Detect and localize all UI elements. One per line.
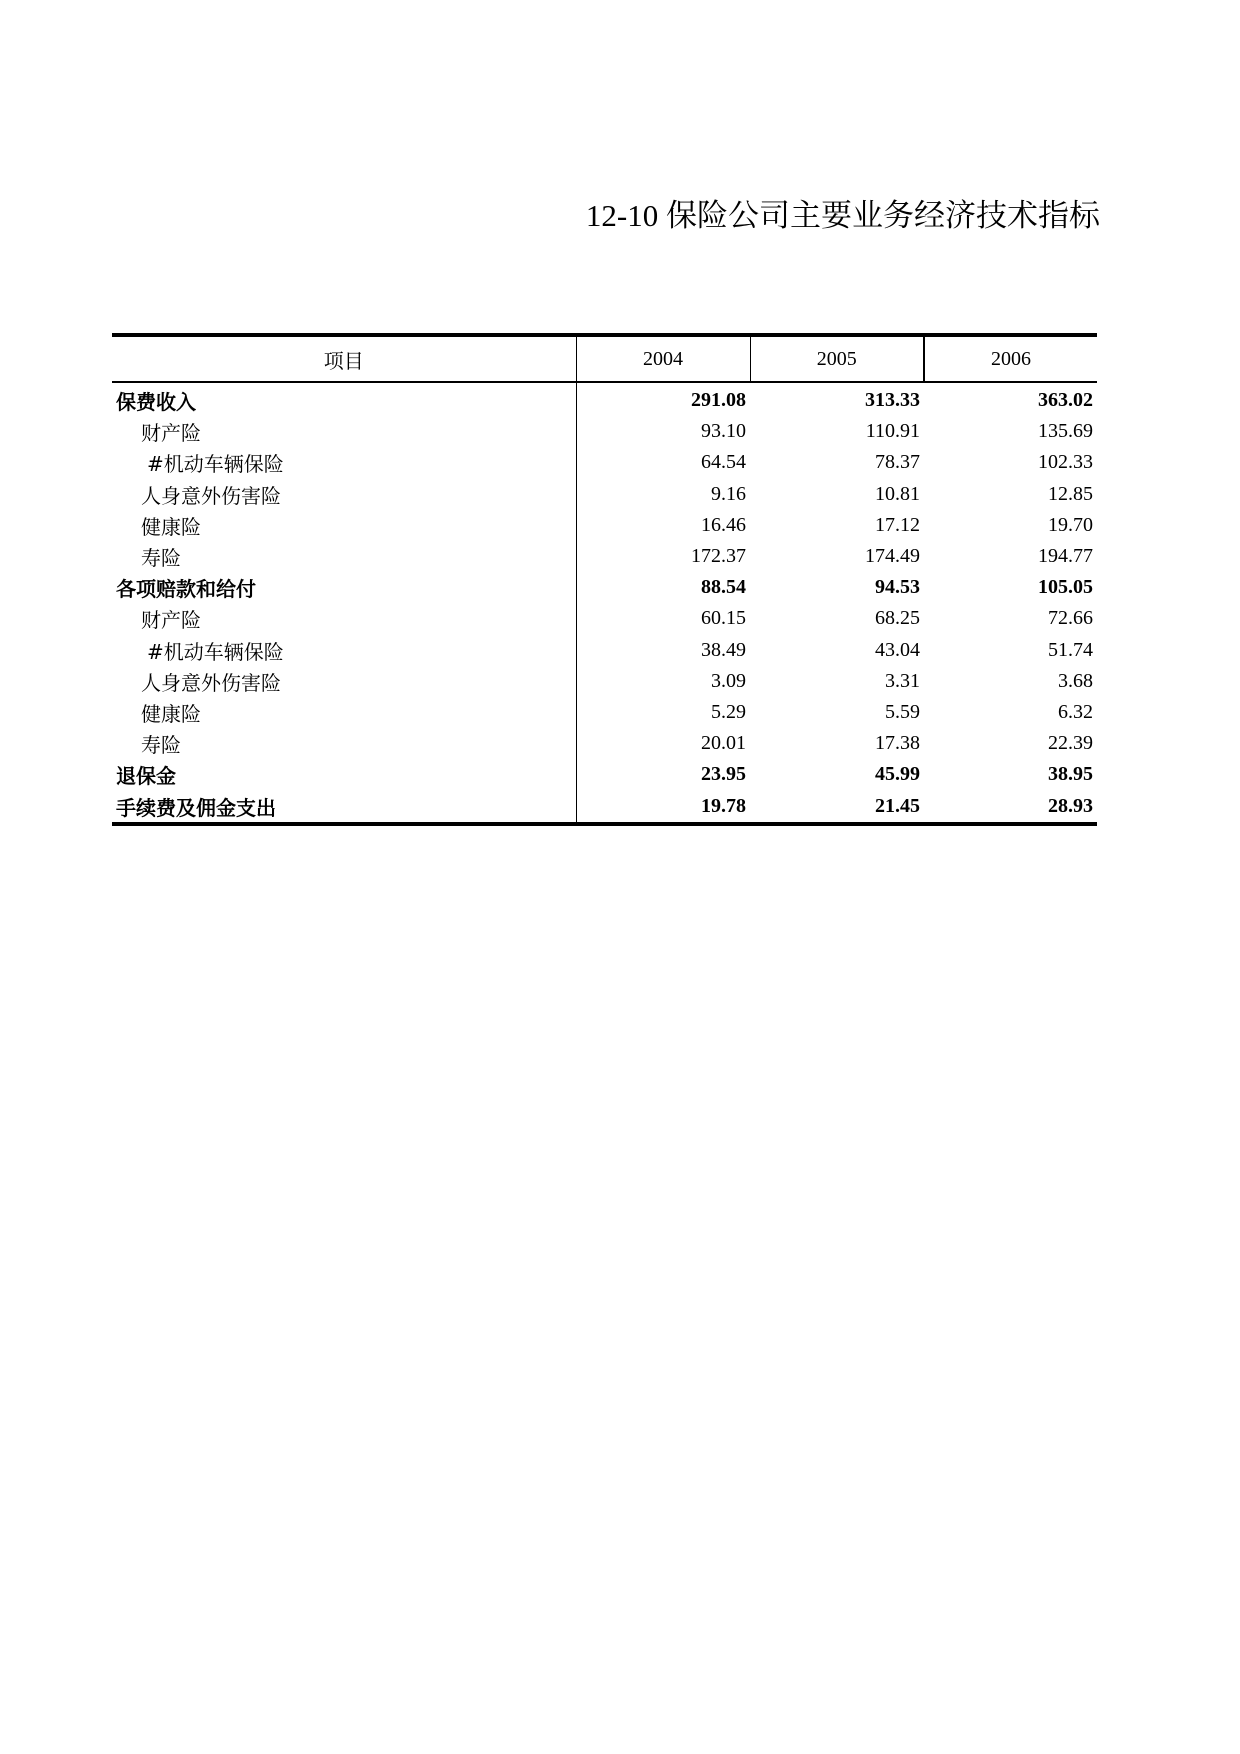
row-value-2006: 28.93 [1048,794,1093,817]
row-value-2005: 21.45 [875,794,920,817]
table-row [112,790,1097,823]
row-label: 人身意外伤害险 [112,479,576,510]
row-value-2005: 68.25 [875,607,920,630]
row-value-2006: 363.02 [1038,389,1093,412]
row-value-2006: 22.39 [1048,732,1093,755]
row-value-2005: 43.04 [875,638,920,661]
table-row [112,541,1097,572]
row-value-2004: 5.29 [711,700,746,723]
row-value-2004: 9.16 [711,482,746,505]
row-value-2004: 23.95 [701,763,746,786]
page-title: 12-10 保险公司主要业务经济技术指标 [585,198,1100,233]
row-value-2004: 93.10 [701,420,746,443]
row-value-2006: 135.69 [1038,420,1093,443]
row-value-2004: 20.01 [701,732,746,755]
row-label: 人身意外伤害险 [112,666,576,697]
row-value-2006: 194.77 [1038,545,1093,568]
header-year-2004: 2004 [576,335,750,382]
row-label: 寿险 [112,728,576,759]
table-header [112,335,1097,382]
row-label: #机动车辆保险 [112,447,576,478]
indicator-table-container [112,333,1097,826]
table-row [112,479,1097,510]
row-value-2005: 110.91 [865,420,920,443]
row-value-2006: 38.95 [1048,763,1093,786]
row-value-2004: 172.37 [691,545,746,568]
header-year-2006: 2006 [924,335,1097,382]
row-value-2004: 3.09 [711,669,746,692]
row-label: 各项赔款和给付 [112,572,576,603]
table-row [112,759,1097,790]
row-value-2006: 19.70 [1048,513,1093,536]
table-row [112,510,1097,541]
row-value-2006: 105.05 [1038,576,1093,599]
table-row [112,728,1097,759]
row-value-2005: 45.99 [875,763,920,786]
table-row [112,447,1097,478]
row-value-2004: 291.08 [691,389,746,412]
row-label: 退保金 [112,759,576,790]
header-item: 项目 [112,335,576,382]
row-value-2004: 88.54 [701,576,746,599]
row-value-2006: 51.74 [1048,638,1093,661]
row-value-2004: 38.49 [701,638,746,661]
indicator-table [112,333,1097,826]
row-value-2005: 5.59 [885,700,920,723]
table-row [112,635,1097,666]
row-label: 健康险 [112,510,576,541]
row-label: 财产险 [112,416,576,447]
row-value-2005: 78.37 [875,451,920,474]
row-value-2006: 3.68 [1058,669,1093,692]
row-value-2006: 6.32 [1058,700,1093,723]
row-value-2005: 10.81 [875,482,920,505]
row-value-2004: 60.15 [701,607,746,630]
row-value-2006: 12.85 [1048,482,1093,505]
table-row [112,697,1097,728]
row-value-2006: 72.66 [1048,607,1093,630]
row-label: 寿险 [112,541,576,572]
table-row [112,666,1097,697]
row-label: #机动车辆保险 [112,635,576,666]
row-value-2005: 17.38 [875,732,920,755]
header-row [112,335,1097,382]
row-value-2005: 174.49 [865,545,920,568]
row-label: 财产险 [112,603,576,634]
row-value-2005: 313.33 [865,389,920,412]
row-value-2004: 19.78 [701,794,746,817]
table-body [112,382,1097,824]
table-row [112,416,1097,447]
row-value-2004: 64.54 [701,451,746,474]
row-value-2005: 17.12 [875,513,920,536]
row-label: 健康险 [112,697,576,728]
row-value-2004: 16.46 [701,513,746,536]
row-value-2006: 102.33 [1038,451,1093,474]
header-year-2005: 2005 [750,335,924,382]
table-row [112,572,1097,603]
table-row [112,603,1097,634]
row-value-2005: 94.53 [875,576,920,599]
row-label: 保费收入 [112,382,576,416]
row-label: 手续费及佣金支出 [112,790,576,823]
table-row [112,382,1097,416]
row-value-2005: 3.31 [885,669,920,692]
